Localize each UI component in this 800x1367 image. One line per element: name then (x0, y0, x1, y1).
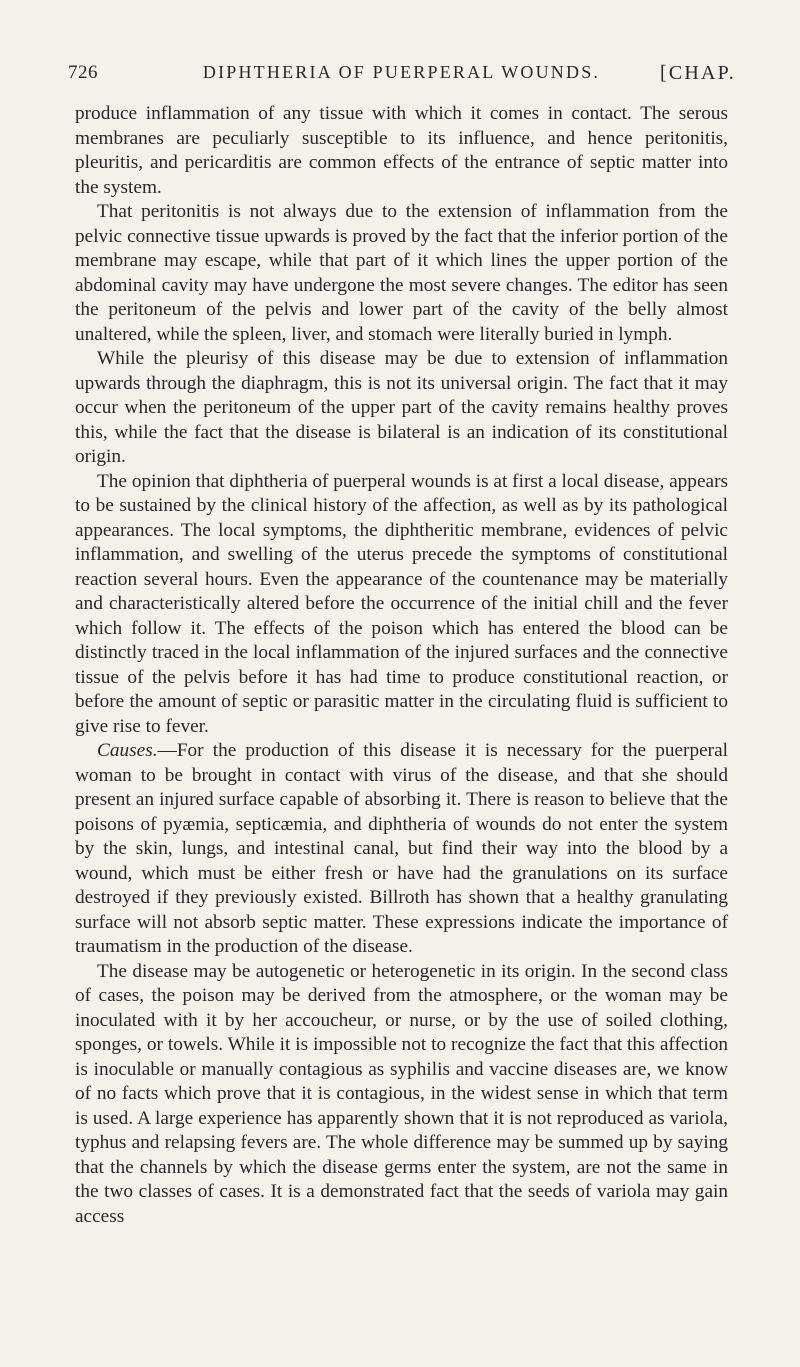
paragraph-text: That peritonitis is not always due to the extension of inflammation from the pelvic connective tissue upwards is proved by the fact that the inferior portion of the membrane may escape, while that part of it which lines the upper portion of the abdominal cavity may have undergone the most severe changes. The editor has seen the peritoneum of the pelvis and lower part of the cavity of the belly almost unaltered, while the spleen, liver, and stomach were literally buried in lymph. (75, 201, 728, 345)
paragraph-text: The disease may be autogenetic or heterogenetic in its origin. In the second class of cases, the poison may be derived from the atmosphere, or the woman may be inoculated with it by her accoucheur, or nurse, or by the use of soiled clothing, sponges, or towels. While it is impossible not to recognize the fact that this affection is inoculable or manually contagious as syphilis and vaccine diseases are, we know of no facts which prove that it is contagious, in the widest sense in which that term is used. A large experience has apparently shown that it is not reproduced as variola, typhus and relapsing fevers are. The whole difference may be summed up by saying that the channels by which the disease germs enter the system, are not the same in the two classes of cases. It is a demonstrated fact that the seeds of variola may gain access (75, 960, 728, 1227)
paragraph-text: While the pleurisy of this disease may be due to extension of inflammation upwards through the diaphragm, this is not its universal origin. The fact that it may occur when the peritoneum of the upper part of the cavity remains healthy proves this, while the fact that the disease is bilateral is an indication of its constitutional origin. (75, 348, 728, 467)
running-header (68, 62, 736, 90)
paragraph-text: produce inflammation of any tissue with which it comes in contact. The serous membranes are peculiarly susceptible to its influence, and hence peritonitis, pleuritis, and pericarditis are common effects of the entrance of septic matter into the system. (75, 103, 728, 198)
paragraph (75, 960, 728, 1230)
body-text (75, 102, 728, 1229)
paragraph (75, 200, 728, 347)
chapter-mark: [CHAP. (660, 62, 736, 84)
paragraph (75, 347, 728, 470)
paragraph-text: —For the production of this disease it is necessary for the puerperal woman to be brought in contact with virus of the disease, and that she should present an injured surface capable of absorbing it. There is reason to believe that the poisons of pyæmia, septicæmia, and diphtheria of wounds do not enter the system by the skin, lungs, and intestinal canal, but find their way into the blood by a wound, which must be either fresh or have had the granulations on its surface destroyed if they previously existed. Billroth has shown that a healthy granulating surface will not absorb septic matter. These expressions indicate the importance of traumatism in the production of the disease. (75, 740, 728, 957)
paragraph (75, 102, 728, 200)
section-lead: Causes. (97, 740, 158, 761)
paragraph (75, 739, 728, 960)
paragraph-text: The opinion that diphtheria of puerperal wounds is at first a local disease, appears to be sustained by the clinical history of the affection, as well as by its pathological appearances. The local symptoms, the diphtheritic membrane, evidences of pelvic inflammation, and swelling of the uterus precede the symptoms of constitutional reaction several hours. Even the appearance of the countenance may be materially and characteristically altered before the occurrence of the initial chill and the fever which follow it. The effects of the poison which has entered the blood can be distinctly traced in the local inflammation of the injured surfaces and the connective tissue of the pelvis before it has had time to produce constitutional reaction, or before the amount of septic or parasitic matter in the circulating fluid is sufficient to give rise to fever. (75, 470, 728, 737)
paragraph (75, 470, 728, 740)
page-number: 726 (68, 62, 98, 83)
running-title: DIPHTHERIA OF PUERPERAL WOUNDS. (202, 62, 601, 82)
